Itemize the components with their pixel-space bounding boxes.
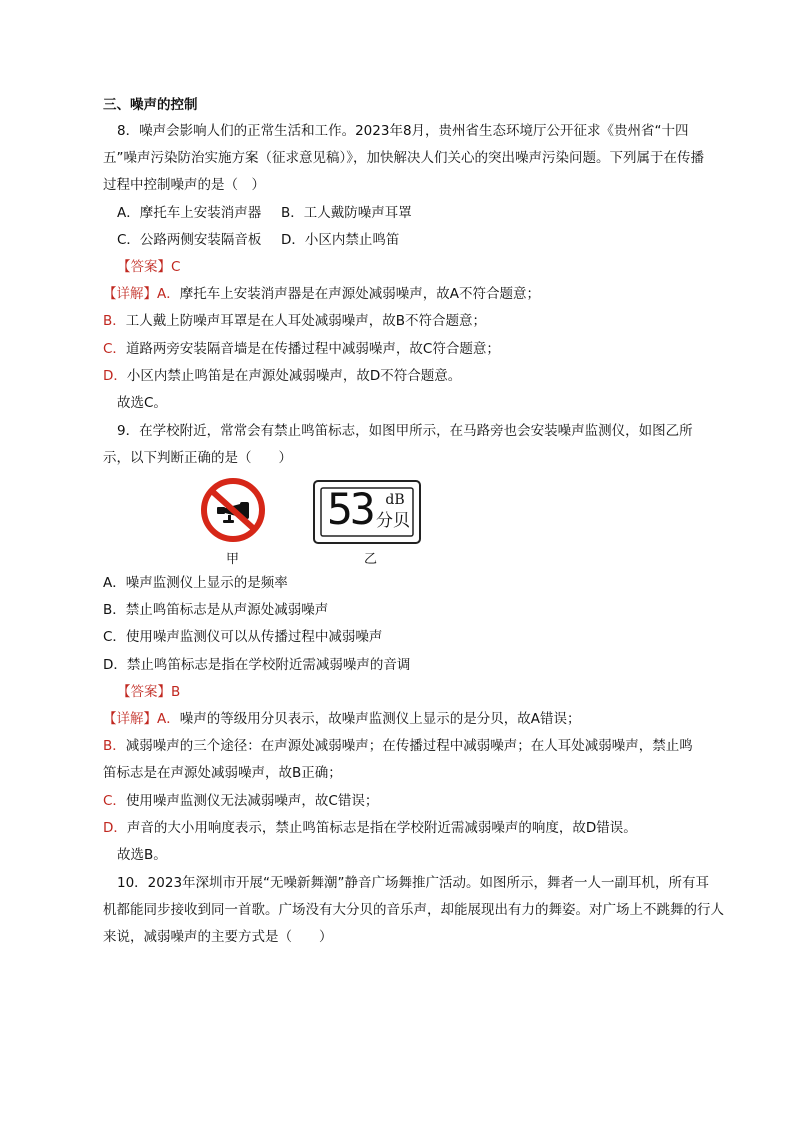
q9-stem-line-1: 9．在学校附近，常常会有禁止鸣笛标志，如图甲所示，在马路旁也会安装噪声监测仪，如图乙所 — [117, 423, 693, 439]
no-horn-sign-icon — [200, 477, 266, 543]
q8-option-d: D．小区内禁止鸣笛 — [281, 232, 400, 248]
q9-detail-b — [103, 736, 693, 756]
q9-detail-c — [103, 791, 378, 811]
detail-d-text: 声音的大小用响度表示，禁止鸣笛标志是指在学校附近需减弱噪声的响度，故D错误。 — [126, 820, 637, 836]
detail-d-label: D． — [103, 820, 127, 836]
q9-stem-line-2: 示，以下判断正确的是（ ） — [103, 450, 292, 466]
section-title: 三、噪声的控制 — [103, 97, 198, 113]
answer-value: B — [171, 684, 181, 700]
q9-detail-a — [103, 709, 580, 729]
q8-option-b: B．工人戴防噪声耳罩 — [281, 205, 412, 221]
meter-value: 53 — [327, 485, 373, 535]
q10-stem-line-1: 10．2023年深圳市开展“无噪新舞潮”静音广场舞推广活动。如图所示，舞者一人一副耳机，所有耳 — [117, 875, 710, 891]
q8-detail-c — [103, 339, 500, 359]
meter-unit-bottom: 分贝 — [376, 511, 410, 531]
detail-a-label: A． — [157, 711, 180, 727]
q8-conclusion: 故选C。 — [117, 395, 167, 411]
answer-tag: 【答案】 — [117, 259, 171, 275]
detail-b-text-1: 减弱噪声的三个途径：在声源处减弱噪声；在传播过程中减弱噪声；在人耳处减弱噪声，禁止鸣 — [125, 738, 693, 754]
q9-option-c: C．使用噪声监测仪可以从传播过程中减弱噪声 — [103, 629, 383, 645]
detail-c-text: 道路两旁安装隔音墙是在传播过程中减弱噪声，故C符合题意； — [125, 341, 500, 357]
detail-c-label: C． — [103, 793, 126, 809]
detail-b-label: B． — [103, 738, 126, 754]
detail-tag: 【详解】 — [103, 711, 157, 727]
detail-c-text: 使用噪声监测仪无法减弱噪声，故C错误； — [125, 793, 379, 809]
q8-stem-line-1: 8．噪声会影响人们的正常生活和工作。2023年8月，贵州省生态环境厅公开征求《贵州省“十四 — [117, 123, 689, 139]
detail-a-text: 噪声的等级用分贝表示，故噪声监测仪上显示的是分贝，故A错误； — [179, 711, 581, 727]
answer-value: C — [171, 259, 181, 275]
q10-stem-line-2: 机都能同步接收到同一首歌。广场没有大分贝的音乐声，却能展现出有力的舞姿。对广场上不跳舞的行人 — [103, 902, 724, 918]
q9-option-d: D．禁止鸣笛标志是指在学校附近需减弱噪声的音调 — [103, 657, 411, 673]
q8-detail-d — [103, 366, 461, 386]
q9-detail-b-cont: 笛标志是在声源处减弱噪声，故B正确； — [103, 765, 342, 781]
q9-conclusion: 故选B。 — [117, 847, 167, 863]
q10-stem-line-3: 来说，减弱噪声的主要方式是（ ） — [103, 929, 333, 945]
detail-d-text: 小区内禁止鸣笛是在声源处减弱噪声，故D不符合题意。 — [126, 368, 462, 384]
q9-answer — [117, 682, 180, 702]
q8-detail-a — [103, 284, 540, 304]
meter-unit-top: dB — [385, 492, 405, 508]
detail-a-text: 摩托车上安装消声器是在声源处减弱噪声，故A不符合题意； — [179, 286, 540, 302]
q8-stem-line-2: 五”噪声污染防治实施方案（征求意见稿）》，加快解决人们关心的突出噪声污染问题。下列属于在传播 — [103, 150, 704, 166]
detail-d-label: D． — [103, 368, 127, 384]
q9-option-b: B．禁止鸣笛标志是从声源处减弱噪声 — [103, 602, 329, 618]
q8-option-c: C．公路两侧安装隔音板 — [117, 232, 262, 248]
q9-option-a: A．噪声监测仪上显示的是频率 — [103, 575, 288, 591]
detail-a-label: A． — [157, 286, 180, 302]
q9-detail-d — [103, 818, 637, 838]
detail-c-label: C． — [103, 341, 126, 357]
detail-tag: 【详解】 — [103, 286, 157, 302]
figure-caption-left: 甲 — [226, 552, 240, 567]
answer-tag: 【答案】 — [117, 684, 171, 700]
detail-b-label: B． — [103, 313, 126, 329]
q8-option-a: A．摩托车上安装消声器 — [117, 205, 262, 221]
detail-b-text: 工人戴上防噪声耳罩是在人耳处减弱噪声，故B不符合题意； — [125, 313, 487, 329]
q8-stem-line-3: 过程中控制噪声的是（ ） — [103, 177, 265, 193]
q8-answer — [117, 257, 180, 277]
q8-detail-b — [103, 311, 486, 331]
figure-caption-right: 乙 — [364, 552, 378, 567]
